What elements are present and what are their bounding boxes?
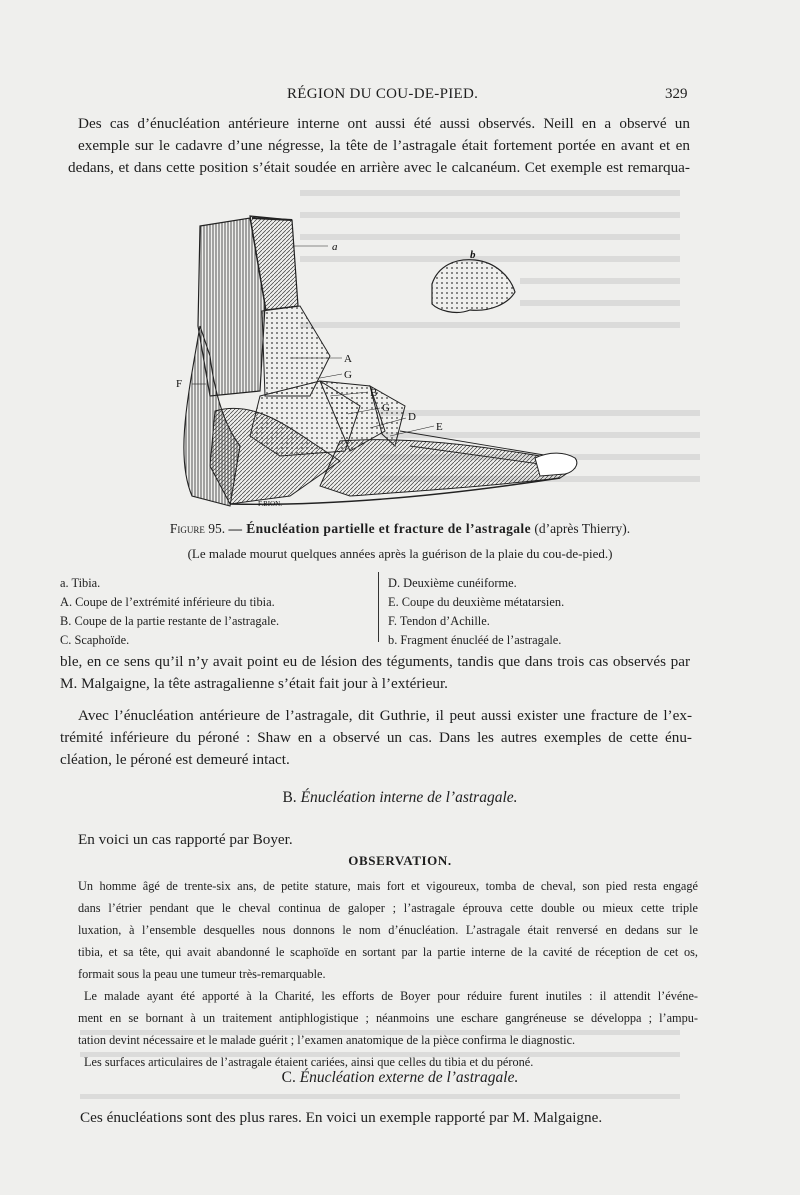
text-line: dans l’étrier pendant que le cheval continua de galoper ; l’astragale éprouva cette double ou mieux cette triple	[78, 901, 698, 915]
section-c-letter: C.	[281, 1069, 296, 1086]
observation-title: OBSERVATION.	[348, 853, 452, 868]
figure-subcaption	[0, 546, 800, 562]
text-line: Un homme âgé de trente-six ans, de petite stature, mais fort et vigoureux, tomba de cheval, son pied resta engagé	[78, 879, 698, 893]
figure-legend-left	[60, 574, 279, 650]
figure-label-B: B	[370, 387, 378, 399]
legend-item: B. Coupe de la partie restante de l’astragale.	[60, 614, 280, 628]
text-line: dedans, et dans cette position s’était soudée en arrière avec le calcanéum. Cet exemple est remarqua-	[68, 159, 690, 176]
text-line: Avec l’énucléation antérieure de l’astragale, dit Guthrie, il peut aussi exister une fracture de l’ex-	[78, 707, 692, 724]
section-c-heading	[0, 1069, 800, 1087]
figure-label-G: G	[344, 369, 352, 381]
closing-paragraph	[80, 1107, 700, 1129]
figure-label-D: D	[408, 411, 416, 423]
figure-number: Figure 95.	[169, 521, 226, 536]
boyer-intro	[78, 829, 678, 851]
legend-divider	[378, 572, 379, 642]
legend-item: b. Fragment énucléé de l’astragale.	[388, 633, 562, 647]
text-line: Des cas d’énucléation antérieure interne ont aussi été aussi observés. Neill en a observé un	[78, 115, 690, 132]
legend-item: C. Scaphoïde.	[60, 633, 130, 647]
header-title: RÉGION DU COU-DE-PIED.	[287, 86, 479, 102]
figure-legend-right	[388, 574, 564, 650]
section-b-title: Énucléation interne de l’astragale.	[300, 789, 518, 806]
figure-95-engraving	[170, 206, 710, 511]
figure-label-b: b	[470, 249, 476, 261]
intro-paragraph	[68, 113, 690, 179]
legend-item: F. Tendon d’Achille.	[388, 614, 490, 628]
text-line: Ces énucléations sont des plus rares. En voici un exemple rapporté par M. Malgaigne.	[80, 1109, 603, 1126]
text-line: ment en se bornant à un traitement antiphlogistique ; néanmoins une eschare gangréneuse se développa ; l’ampu-	[78, 1011, 698, 1025]
text-line: formait sous la peau une tumeur très-remarquable.	[78, 967, 326, 981]
figure-label-F: F	[176, 378, 183, 390]
text-line: M. Malgaigne, la tête astragalienne s’était fait jour à l’extérieur.	[60, 675, 448, 692]
observation-text	[78, 875, 698, 1073]
text-line: tation devint nécessaire et le malade guérit ; l’examen anatomique de la pièce confirma le diagnostic.	[78, 1033, 576, 1047]
legend-item: D. Deuxième cunéiforme.	[388, 576, 517, 590]
section-c-title: Énucléation externe de l’astragale.	[299, 1069, 519, 1086]
text-line: En voici un cas rapporté par Boyer.	[78, 831, 293, 848]
text-line: ble, en ce sens qu’il n’y avait point eu de lésion des téguments, tandis que dans trois cas observés par	[60, 653, 690, 670]
foot-anatomy-illustration	[170, 206, 710, 511]
continuation-paragraph	[60, 651, 690, 695]
guthrie-paragraph	[60, 705, 692, 771]
text-line: exemple sur le cadavre d’une négresse, la tête de l’astragale était fortement portée en avant et en	[78, 137, 690, 154]
legend-item: A. Coupe de l’extrémité inférieure du tibia.	[60, 595, 275, 609]
text-line: cléation, le péroné est demeuré intact.	[60, 751, 290, 768]
figure-caption	[0, 521, 800, 537]
figure-label-G2: G	[382, 402, 390, 414]
page-number: 329	[665, 86, 688, 102]
figure-title: — Énucléation partielle et fracture de l’astragale	[228, 521, 531, 536]
text-line: tibia, et sa tête, qui avait abandonné le scaphoïde en sortant par la partie interne de la cavité de réception de cet os,	[78, 945, 698, 959]
legend-item: E. Coupe du deuxième métatarsien.	[388, 595, 565, 609]
text-line: trémité inférieure du péroné : Shaw en a observé un cas. Dans les autres exemples de cette énu-	[60, 729, 692, 746]
figure-label-a: a	[332, 241, 338, 253]
figure-label-A: A	[344, 353, 352, 365]
engraver-signature: F.BION.	[258, 500, 282, 508]
figure-label-E: E	[436, 421, 443, 433]
section-b-heading	[0, 789, 800, 807]
legend-item: a. Tibia.	[60, 576, 101, 590]
text-line: Le malade ayant été apporté à la Charité, les efforts de Boyer pour réduire furent inutiles : il attendit l’événe-	[84, 989, 698, 1003]
section-b-letter: B.	[282, 789, 297, 806]
figure-source: (d’après Thierry).	[534, 521, 631, 536]
subcaption-text: (Le malade mourut quelques années après la guérison de la plaie du cou-de-pied.)	[187, 546, 613, 561]
text-line: luxation, à l’ensemble desquelles nous donnons le nom d’énucléation. L’astragale était renversé en dedans sur le	[78, 923, 698, 937]
text-line: Les surfaces articulaires de l’astragale étaient cariées, ainsi que celles du tibia et du péroné.	[84, 1055, 534, 1069]
